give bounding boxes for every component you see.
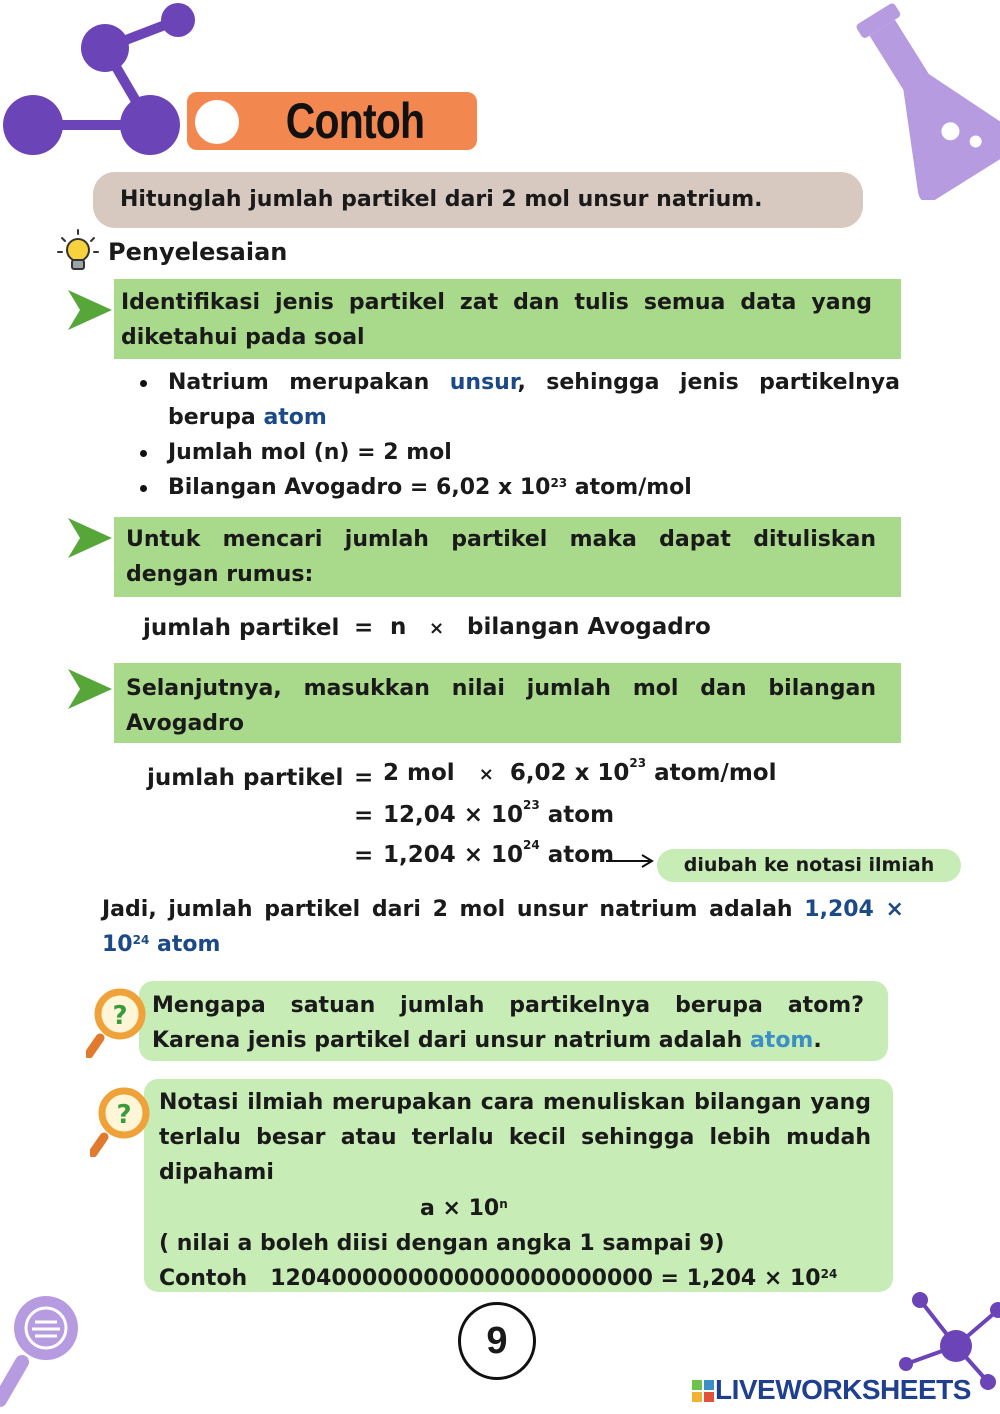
- info1-answer: Karena jenis partikel dari unsur natrium adalah atom.: [152, 1028, 822, 1053]
- step-arrow-icon: [68, 518, 112, 558]
- info1-question: Mengapa satuan jumlah partikelnya berupa atom?: [152, 993, 864, 1018]
- calc-line1: 2 mol × 6,02 x $10^{23}$ atom/mol: [383, 756, 777, 786]
- arrow-right-icon: [606, 853, 654, 869]
- formula-times: ×: [429, 618, 445, 639]
- calc-equals-1: =: [354, 765, 374, 791]
- note-text: diubah ke notasi ilmiah: [683, 854, 935, 876]
- info2-text: Notasi ilmiah merupakan cara menuliskan bilangan yang terlalu besar atau terlalu kecil sehingga lebih mudah dipahami: [159, 1090, 871, 1185]
- info2-range-note: ( nilai a boleh diisi dengan angka 1 sampai 9): [159, 1231, 725, 1256]
- magnifier-question-icon: [86, 988, 148, 1058]
- calc-equals-2: =: [354, 803, 374, 829]
- info2-formula: $a \times 10^n$: [420, 1196, 508, 1221]
- formula-lhs: jumlah partikel: [143, 615, 340, 641]
- magnifier-decoration-icon: [0, 1290, 95, 1414]
- bullet-avogadro: Bilangan Avogadro = 6,02 x $10^{23}$ atom/mol: [136, 470, 900, 505]
- svg-text:?: ?: [112, 1001, 128, 1031]
- formula-equals: =: [354, 615, 374, 641]
- solution-heading: Penyelesaian: [108, 238, 288, 266]
- calc-line3: $1,204 \times 10^{24}$ atom: [383, 838, 615, 868]
- step-arrow-icon: [68, 669, 112, 709]
- page-number: 9: [486, 1320, 508, 1362]
- step3-heading: Selanjutnya, masukkan nilai jumlah mol dan bilangan Avogadro: [126, 676, 876, 736]
- bullet-mol: Jumlah mol (n) = 2 mol: [136, 435, 900, 470]
- step2-heading: Untuk mencari jumlah partikel maka dapat dituliskan dengan rumus:: [126, 527, 876, 587]
- calc-line2: $12,04 \times 10^{23}$ atom: [383, 798, 615, 828]
- title-circle-icon: [191, 96, 243, 148]
- watermark: LIVEWORKSHEETS: [715, 1374, 971, 1405]
- question-text: Hitunglah jumlah partikel dari 2 mol unsur natrium.: [120, 187, 763, 212]
- liveworksheets-logo-icon: [692, 1380, 714, 1402]
- formula-rhs: bilangan Avogadro: [467, 614, 711, 640]
- flask-icon: [850, 0, 1000, 200]
- step-arrow-icon: [68, 290, 112, 330]
- bullet-natrium: Natrium merupakan unsur, sehingga jenis partikelnya berupa atom: [136, 365, 900, 435]
- lightbulb-icon: [56, 228, 100, 274]
- calc-lhs: jumlah partikel: [147, 765, 344, 791]
- conclusion-text: Jadi, jumlah partikel dari 2 mol unsur natrium adalah $1,204 \times 10^{24}$ atom: [102, 897, 904, 957]
- formula-n: n: [390, 614, 407, 640]
- info2-example: Contoh $1204000000000000000000000 = 1,204 \times 10^{24}$: [159, 1266, 838, 1291]
- molecule-decoration-icon: [0, 0, 200, 170]
- calc-equals-3: =: [354, 843, 374, 869]
- page-title: Contoh: [285, 93, 425, 149]
- svg-text:?: ?: [116, 1100, 132, 1130]
- step1-bullets: [136, 365, 900, 505]
- step1-heading: Identifikasi jenis partikel zat dan tulis semua data yang diketahui pada soal: [121, 290, 872, 350]
- magnifier-question-icon: [90, 1087, 152, 1157]
- molecule-decoration-icon: [890, 1270, 1000, 1390]
